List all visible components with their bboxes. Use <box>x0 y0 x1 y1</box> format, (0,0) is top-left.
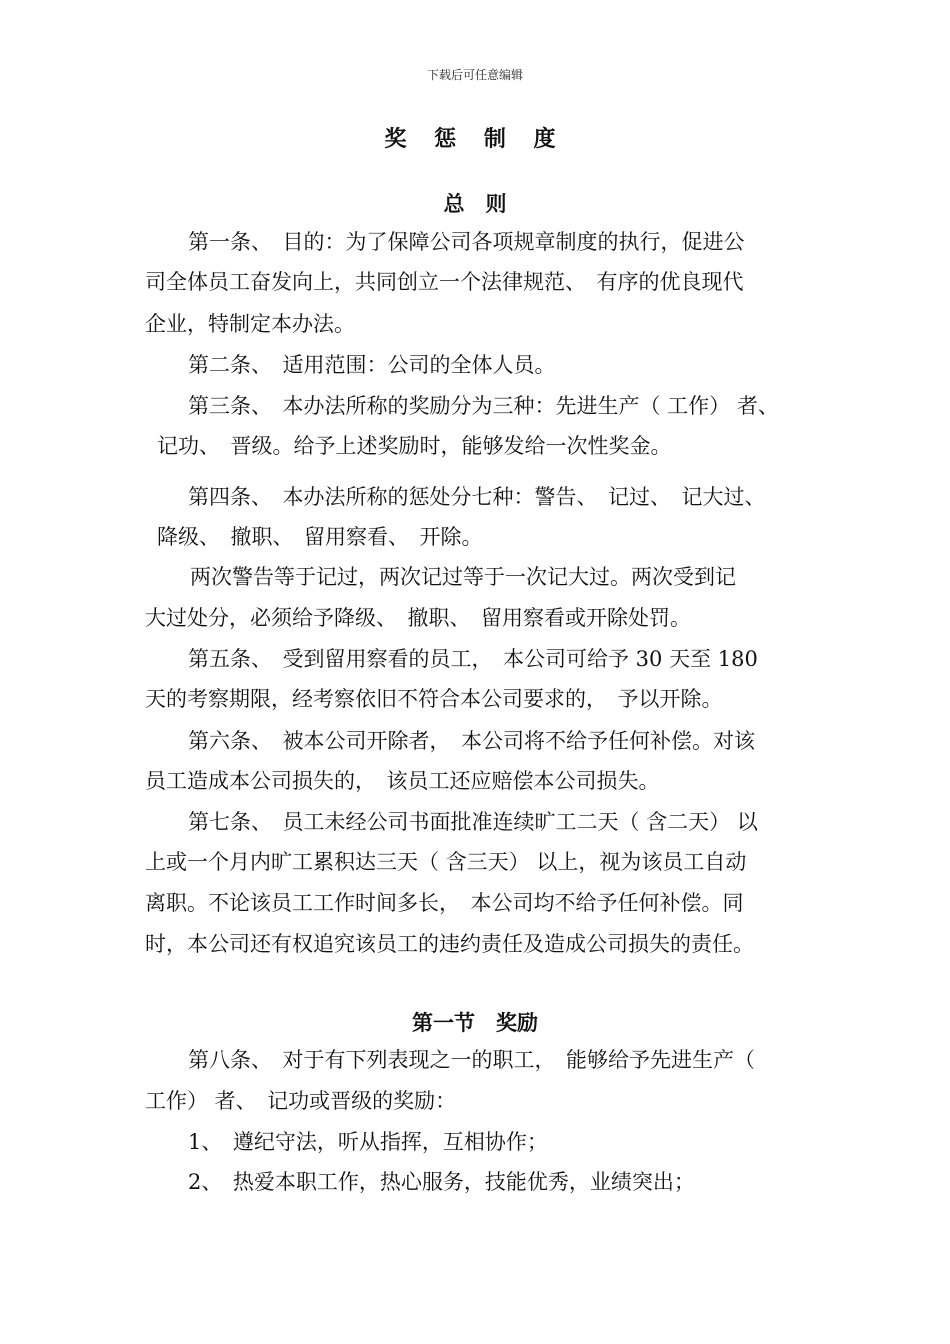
header-note: 下载后可任意编辑 <box>426 68 523 82</box>
article-8-line-2: 工作） 者、 记功或晋级的奖励： <box>145 1089 457 1113</box>
article-7-line-2: 上或一个月内旷工累积达三天（ 含三天） 以上，视为该员工自动 <box>145 850 747 874</box>
article-6-line-2: 员工造成本公司损失的， 该员工还应赔偿本公司损失。 <box>145 769 660 793</box>
article-3-line-1: 第三条、 本办法所称的奖励分为三种：先进生产（ 工作） 者、 <box>188 394 779 418</box>
article-4-note-line-2: 大过处分，必须给予降级、 撤职、 留用察看或开除处罚。 <box>145 606 691 630</box>
article-1-line-3: 企业，特制定本办法。 <box>145 312 355 336</box>
general-provisions-heading: 总 则 <box>443 192 507 216</box>
list-item-2: 2、 热爱本职工作，热心服务，技能优秀，业绩突出； <box>188 1170 695 1194</box>
article-8-line-1: 第八条、 对于有下列表现之一的职工， 能够给予先进生产（ <box>188 1048 755 1072</box>
article-5-line-2: 天的考察期限，经考察依旧不符合本公司要求的， 予以开除。 <box>145 687 723 711</box>
article-4-line-2: 降级、 撤职、 留用察看、 开除。 <box>157 525 483 549</box>
article-3-line-2: 记功、 晋级。给予上述奖励时，能够发给一次性奖金。 <box>157 434 672 458</box>
article-6-line-1: 第六条、 被本公司开除者， 本公司将不给予任何补偿。对该 <box>188 729 755 753</box>
article-1-line-1: 第一条、 目的：为了保障公司各项规章制度的执行，促进公 <box>188 230 745 254</box>
article-7-line-4: 时，本公司还有权追究该员工的违约责任及造成公司损失的责任。 <box>145 932 754 956</box>
article-4-line-1: 第四条、 本办法所称的惩处分七种：警告、 记过、 记大过、 <box>188 485 766 509</box>
article-7-line-3: 离职。不论该员工工作时间多长， 本公司均不给予任何补偿。同 <box>145 891 744 915</box>
article-1-line-2: 司全体员工奋发向上，共同创立一个法律规范、 有序的优良现代 <box>145 270 744 294</box>
article-2-line-1: 第二条、 适用范围：公司的全体人员。 <box>188 353 556 377</box>
article-4-note-line-1: 两次警告等于记过，两次记过等于一次记大过。两次受到记 <box>190 565 736 589</box>
list-item-1: 1、 遵纪守法，听从指挥，互相协作； <box>188 1130 548 1154</box>
article-7-line-1: 第七条、 员工未经公司书面批准连续旷工二天（ 含二天） 以 <box>188 810 758 834</box>
section-1-heading: 第一节 奖励 <box>412 1011 538 1035</box>
article-5-line-1: 第五条、 受到留用察看的员工， 本公司可给予 30 天至 180 <box>188 647 758 671</box>
document-title: 奖 惩 制 度 <box>384 127 566 152</box>
